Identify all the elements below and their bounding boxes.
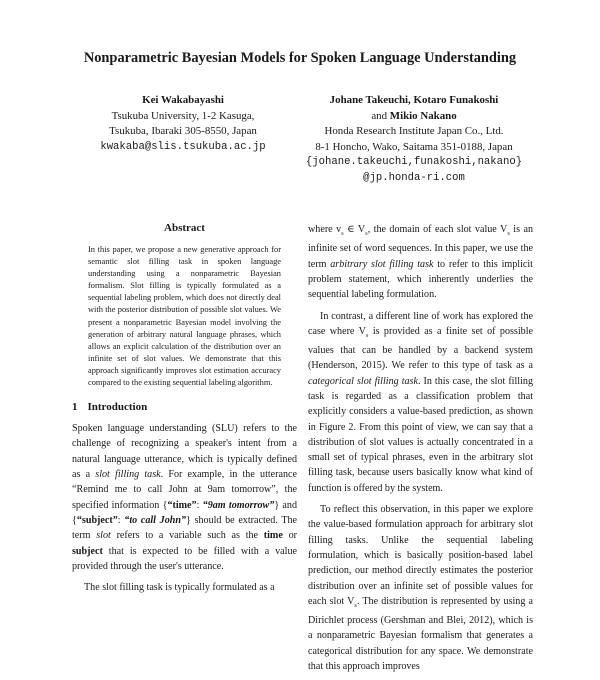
author-block-2: [296, 93, 532, 186]
right-paragraph-0: where $v_s$ ∈ $V_s$, the domain of each slot value $V_s$ is an infinite set of word sequences. In this paper, we use the term arbitrary slot filling task to refer to this implicit problem statement, which inherently underlies the sequential labeling formulation.: [308, 224, 533, 301]
author-email: {johane.takeuchi,funakoshi,nakano}: [305, 156, 523, 168]
right-column: [308, 222, 533, 680]
author-and: and: [371, 109, 388, 122]
author-address: Tsukuba, Ibaraki 305-8550, Japan: [109, 125, 257, 137]
intro-paragraph-2: The slot filling task is typically formulated as a: [84, 582, 275, 594]
term-arbitrary-slot-filling: arbitrary slot filling task: [330, 258, 434, 270]
abstract-text: In this paper, we propose a new generative approach for semantic slot filling task in spoken language understanding using a nonparametric Bayesian formalism. Slot filling is typically formulated as a sequential labeling problem, which does not directly deal with the posterior distribution of possible slot values. We present a nonparametric Bayesian model involving the generation of arbitrary natural language phrases, which allows an explicit calculation of the distribution over an infinite set of slot values. We demonstrate that this approach significantly improves slot estimation accuracy compared to the existing sequential labeling algorithm.: [88, 245, 281, 388]
left-column: [72, 222, 297, 601]
right-paragraph-1: In contrast, a different line of work has explored the case where $V_s$ is provided as a finite set of possible values that can be handled by a backend system (Henderson, 2015). We refer to this type of task as a categorical slot filling task. In this case, the slot filling task is regarded as a classification problem that explicitly considers a value-based prediction, as shown in Figure 2. From this point of view, we can say that a distribution of slot values is actually concentrated in a small set of typical phrases, even in the arbitrary slot filling task, because users basically know what kind of function is offered by the system.: [308, 310, 533, 494]
section-heading: [72, 401, 297, 413]
term-slot-filling: slot filling task: [95, 469, 161, 481]
author-email-domain: @jp.honda-ri.com: [363, 171, 465, 184]
author-name-last: Mikio Nakano: [389, 109, 457, 122]
author-affiliation: Honda Research Institute Japan Co., Ltd.: [324, 125, 504, 137]
author-name: Kei Wakabayashi: [142, 94, 224, 106]
term-categorical-slot-filling: categorical slot filling task: [308, 375, 418, 387]
author-block-1: [70, 93, 296, 155]
paper-title: Nonparametric Bayesian Models for Spoken Language Understanding: [83, 50, 517, 66]
abstract-heading: Abstract: [164, 222, 205, 234]
section-number: 1: [72, 401, 78, 414]
intro-paragraph-1: Spoken language understanding (SLU) refers to the challenge of recognizing a speaker's intent from a natural language utterance, which is typically defined as a slot filling task. For example, in the utterance “Remind me to call John at 9am tomorrow”, the specified information {“time”: “9am tomorrow”} and {“subject”: “to call John”} should be extracted. The term slot refers to a variable such as the time or subject that is expected to be filled with a value provided through the user's utterance.: [72, 423, 298, 572]
author-address: 8-1 Honcho, Wako, Saitama 351-0188, Japan: [315, 140, 513, 153]
author-names-line1: Johane Takeuchi, Kotaro Funakoshi: [329, 94, 499, 106]
right-paragraph-2: To reflect this observation, in this paper we explore the value-based formulation approach for arbitrary slot filling tasks. Unlike the sequential labeling formulation, which is basically position-based label prediction, our method directly estimates the posterior distribution over an infinite set of possible values for each slot $V_s$. The distribution is represented by using a Dirichlet process (Gershman and Blei, 2012), which is a nonparametric Bayesian formalism that generates a categorical distribution for any space. We demonstrate that this approach improves: [308, 504, 533, 673]
author-email: kwakaba@slis.tsukuba.ac.jp: [100, 140, 266, 153]
section-title: Introduction: [87, 401, 148, 414]
author-names-line2: [296, 109, 532, 125]
author-affiliation: Tsukuba University, 1-2 Kasuga,: [111, 109, 255, 122]
